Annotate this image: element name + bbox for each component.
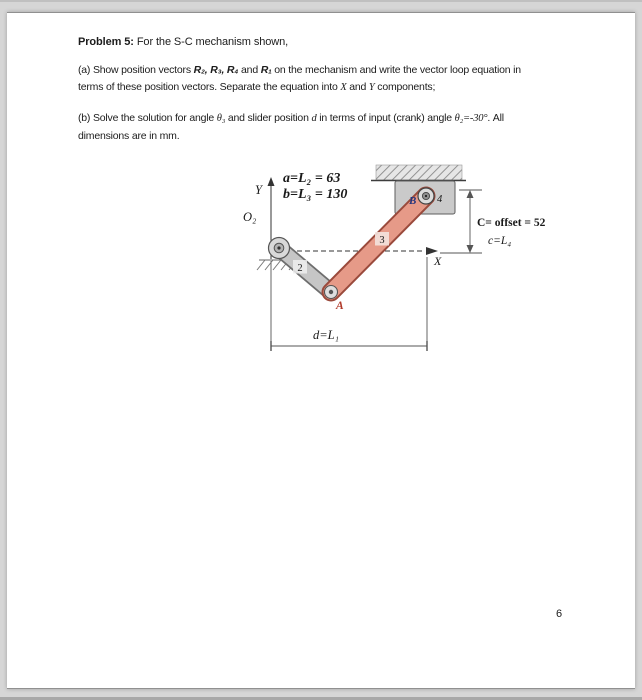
vector-name-r1: R₁ [260,64,272,76]
scan-edge-top [0,0,642,2]
text-run: components; [374,80,436,93]
document-page [7,12,635,689]
theta2-value: θ₂=-30° [454,113,488,124]
link2-label: 2 [297,263,303,274]
problem-title-rest: For the S-C mechanism shown, [133,36,289,48]
text-line: dimensions are in mm. [78,129,180,142]
d-variable: d [311,113,317,124]
text-run: and [346,80,369,93]
y-variable: Y [368,81,375,93]
text-run: . All [487,112,504,124]
hatch-stroke [273,260,281,270]
pivot-o2 [269,238,290,259]
offset-var-label: c=L₄ [488,235,512,247]
dim-a-label: a=L₂ = 63 [283,171,341,186]
origin-o2-label: O₂ [243,210,257,224]
theta3-variable: θ₃ [216,113,226,124]
joint-a-label: A [336,300,344,312]
joint-b-label: B [409,195,417,207]
text-run: in terms of input (crank) angle [316,112,455,124]
mechanism-diagram [7,13,635,689]
joint-b-dot [425,195,427,197]
text-run: and [238,64,261,76]
text-run: (b) Solve the solution for angle [78,112,217,124]
offset-arrow-down [467,245,474,253]
joint-a [325,286,338,299]
offset-label: C= offset = 52 [477,217,546,229]
link4-label: 4 [437,194,443,205]
x-variable: X [340,81,347,93]
rail-hatch [376,165,462,180]
dim-b-label: b=L₃ = 130 [283,187,348,202]
pivot-o2-dot [277,246,280,249]
page-number: 6 [556,608,563,620]
offset-arrow-up [467,190,474,198]
slider-dim-label: d=L₁ [313,328,339,342]
x-axis-label: X [434,254,442,268]
y-axis-label: Y [255,183,262,197]
link3-label: 3 [379,235,385,246]
text-run: terms of these position vectors. Separate the equation into [78,80,341,93]
joint-b [418,188,434,204]
joint-a-dot [329,290,333,294]
text-run: (a) Show position vectors [78,64,194,76]
vector-names: R₂, R₃, R₄ [193,64,239,76]
text-run: and slider position [225,112,312,124]
hatch-stroke [257,260,265,270]
slider-ground-rail [371,165,466,181]
hatch-stroke [265,260,273,270]
text-run: on the mechanism and write the vector loop equation in [271,64,521,76]
y-axis-arrow [268,177,275,186]
problem-number: Problem 5: [78,36,134,48]
